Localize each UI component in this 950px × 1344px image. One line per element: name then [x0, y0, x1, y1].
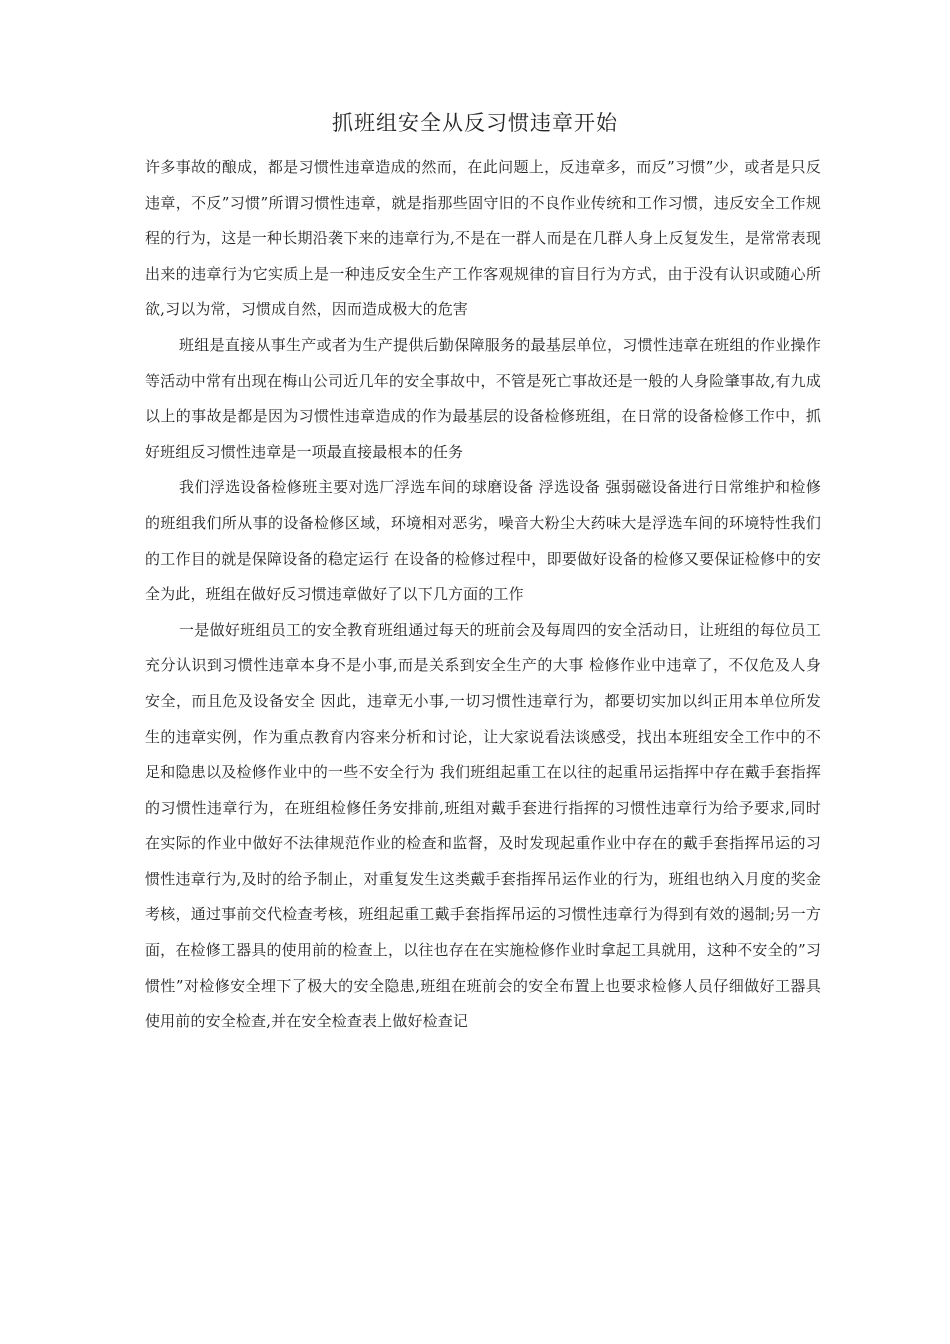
document-body — [145, 150, 821, 1040]
paragraph-3: 我们浮选设备检修班主要对选厂浮选车间的球磨设备 浮选设备 强弱磁设备进行日常维护和检修的班组我们所从事的设备检修区域，环境相对恶劣，噪音大粉尘大药味大是浮选车间的环境特性我们的工作目的就是保障设备的稳定运行 在设备的检修过程中，即要做好设备的检修又要保证检修中的安全为此，班组在做好反习惯违章做好了以下几方面的工作 — [145, 478, 821, 604]
paragraph-2: 班组是直接从事生产或者为生产提供后勤保障服务的最基层单位，习惯性违章在班组的作业操作等活动中常有出现在梅山公司近几年的安全事故中，不管是死亡事故还是一般的人身险肇事故,有九成以上的事故是都是因为习惯性违章造成的作为最基层的设备检修班组，在日常的设备检修工作中，抓好班组反习惯性违章是一项最直接最根本的任务 — [145, 335, 821, 461]
paragraph-1: 许多事故的酿成，都是习惯性违章造成的然而，在此问题上，反违章多，而反”习惯”少，或者是只反违章，不反”习惯”所谓习惯性违章，就是指那些固守旧的不良作业传统和工作习惯，违反安全工作规程的行为，这是一种长期沿袭下来的违章行为,不是在一群人而是在几群人身上反复发生，是常常表现出来的违章行为它实质上是一种违反安全生产工作客观规律的盲目行为方式，由于没有认识或随心所欲,习以为常，习惯成自然，因而造成极大的危害 — [145, 158, 821, 319]
document-title: 抓班组安全从反习惯违章开始 — [332, 111, 618, 135]
paragraph-4: 一是做好班组员工的安全教育班组通过每天的班前会及每周四的安全活动日，让班组的每位员工充分认识到习惯性违章本身不是小事,而是关系到安全生产的大事 检修作业中违章了，不仅危及人身安全，而且危及设备安全 因此，违章无小事,一切习惯性违章行为，都要切实加以纠正用本单位所发生的违章实例，作为重点教育内容来分析和讨论，让大家说看法谈感受，找出本班组安全工作中的不足和隐患以及检修作业中的一些不安全行为 我们班组起重工在以往的起重吊运指挥中存在戴手套指挥的习惯性违章行为，在班组检修任务安排前,班组对戴手套进行指挥的习惯性违章行为给予要求,同时在实际的作业中做好不法律规范作业的检查和监督，及时发现起重作业中存在的戴手套指挥吊运的习惯性违章行为,及时的给予制止，对重复发生这类戴手套指挥吊运作业的行为，班组也纳入月度的奖金考核，通过事前交代检查考核，班组起重工戴手套指挥吊运的习惯性违章行为得到有效的遏制;另一方面，在检修工器具的使用前的检查上，以往也存在在实施检修作业时拿起工具就用，这种不安全的”习惯性”对检修安全埋下了极大的安全隐患,班组在班前会的安全布置上也要求检修人员仔细做好工器具使用前的安全检查,并在安全检查表上做好检查记 — [145, 620, 821, 1031]
